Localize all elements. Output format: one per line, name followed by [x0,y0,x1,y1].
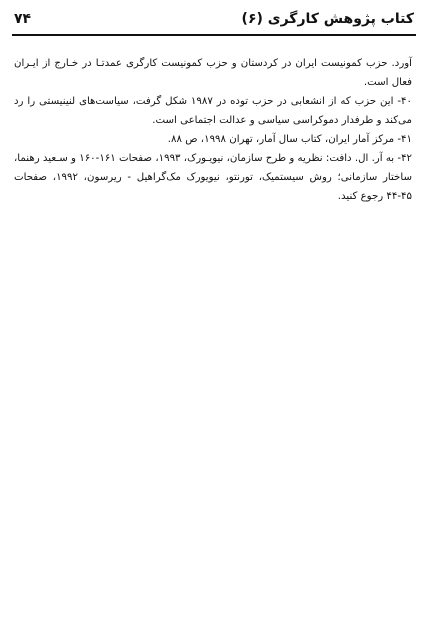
endnotes [14,54,412,206]
note-40: ۴۰- این حزب که از انشعابی در حزب توده در ۱۹۸۷ شکل گرفت، سیاست‌های لنینیستی را رد می‌کند و طرفدار دموکراسی سیاسی و عدالت اجتماعی است. [14,96,412,126]
page-number: ۷۴ [14,11,32,27]
header-rule [12,34,416,36]
running-title: کتاب پژوهش کارگری (۶) [241,11,414,27]
page-header [14,6,414,32]
note-42: ۴۲- به آر. ال. دافت: نظریه و طرح سازمان، نیویـورک، ۱۹۹۳، صفحات ۱۶۱-۱۶۰ و سـعید رهنما، ساختار سازمانی؛ روش سیستمیک، تورنتو، نیویورک مک‌گراهیل - ریرسون، ۱۹۹۲، صفحات ۴۵-۴۴ رجوع کنید. [14,153,413,202]
note-41: ۴۱- مرکز آمار ایران، کتاب سال آمار، تهران ۱۹۹۸، ص ۸۸. [167,134,412,145]
note-continuation: آورد. حزب کمونیست ایران در کردستان و حزب کمونیست کارگری عمدتـا در خـارج از ایـران فعال است. [14,58,412,88]
